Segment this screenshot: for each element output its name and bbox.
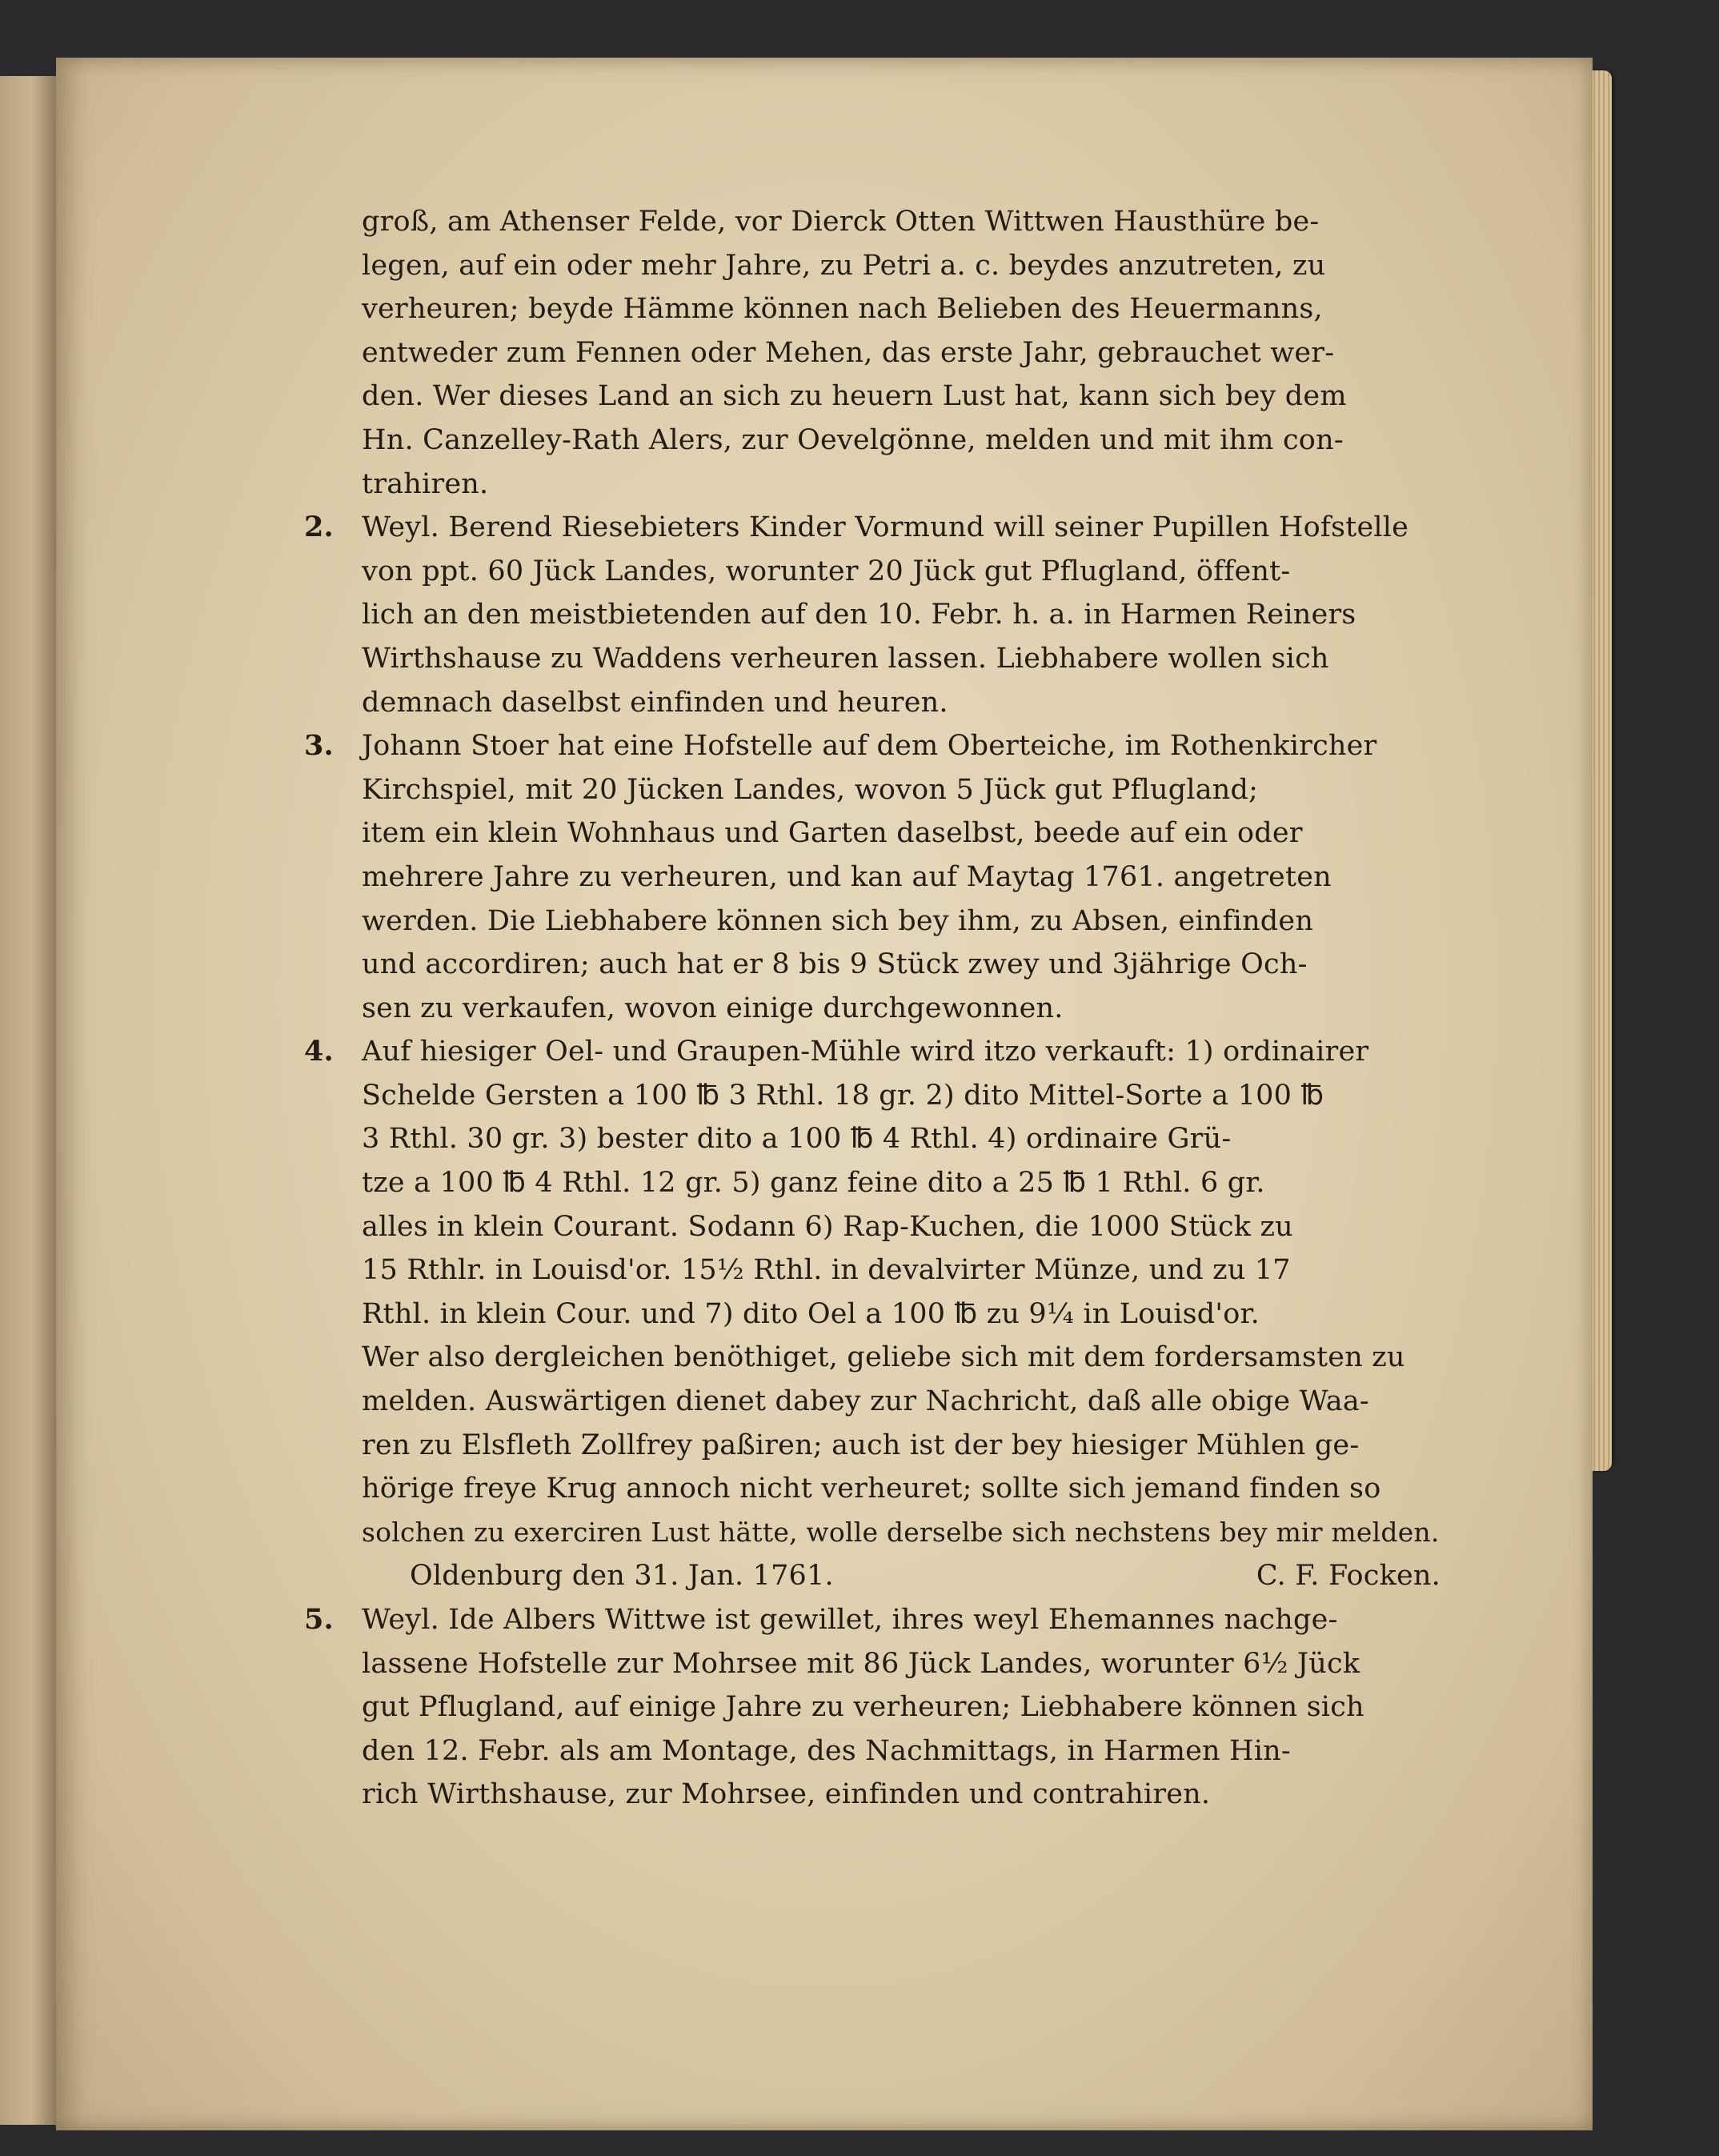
text-line: groß, am Athenser Felde, vor Dierck Otten Wittwen Hausthüre be- [362,206,1320,238]
entry-3 [224,724,1441,1030]
text-line: legen, auf ein oder mehr Jahre, zu Petri a. c. beydes anzutreten, zu [362,249,1326,282]
text-line: Weyl. Ide Albers Wittwe ist gewillet, ihres weyl Ehemannes nachge- [362,1604,1338,1636]
text-line: Wer also dergleichen benöthiget, geliebe sich mit dem fordersamsten zu [362,1341,1405,1374]
facing-page-edge [0,76,58,2125]
entry-2 [224,506,1441,724]
text-line: entweder zum Fennen oder Mehen, das erste Jahr, gebrauchet wer- [362,336,1335,369]
text-line: Johann Stoer hat eine Hofstelle auf dem Oberteiche, im Rothenkircher [362,730,1377,763]
entry-4 [224,1030,1441,1598]
text-line: rich Wirthshause, zur Mohrsee, einfinden und contrahiren. [362,1778,1211,1811]
document-page [56,58,1593,2130]
text-line: werden. Die Liebhabere können sich bey ihm, zu Absen, einfinden [362,904,1314,937]
entry-number: 4. [304,1035,334,1068]
text-line: alles in klein Courant. Sodann 6) Rap-Kuchen, die 1000 Stück zu [362,1210,1293,1243]
text-line: ren zu Elsfleth Zollfrey paßiren; auch ist der bey hiesiger Mühlen ge- [362,1429,1360,1461]
text-line: und accordiren; auch hat er 8 bis 9 Stück zwey und 3jährige Och- [362,948,1308,981]
place-date-line [362,1554,1441,1598]
entry-5 [224,1598,1441,1817]
text-line: trahiren. [362,467,489,500]
text-line: von ppt. 60 Jück Landes, worunter 20 Jück gut Pflugland, öffent- [362,555,1291,587]
text-line: tze a 100 ℔ 4 Rthl. 12 gr. 5) ganz feine dito a 25 ℔ 1 Rthl. 6 gr. [362,1167,1265,1200]
text-line: Kirchspiel, mit 20 Jücken Landes, wovon 5 Jück gut Pflugland; [362,773,1259,806]
entry-number: 2. [304,511,334,544]
intro-paragraph [224,200,1441,506]
text-line: solchen zu exerciren Lust hätte, wolle derselbe sich nechstens bey mir melden. [362,1516,1440,1548]
signature: C. F. Focken. [1256,1560,1441,1593]
document-text [224,200,1441,1817]
text-line: 3 Rthl. 30 gr. 3) bester dito a 100 ℔ 4 Rthl. 4) ordinaire Grü- [362,1123,1232,1156]
text-line: den 12. Febr. als am Montage, des Nachmittags, in Harmen Hin- [362,1734,1291,1767]
text-line: lassene Hofstelle zur Mohrsee mit 86 Jück Landes, worunter 6½ Jück [362,1647,1360,1680]
place-date: Oldenburg den 31. Jan. 1761. [410,1560,834,1593]
text-line: Schelde Gersten a 100 ℔ 3 Rthl. 18 gr. 2) dito Mittel-Sorte a 100 ℔ [362,1079,1324,1112]
text-line: den. Wer dieses Land an sich zu heuern Lust hat, kann sich bey dem [362,380,1347,413]
text-line: 15 Rthlr. in Louisd'or. 15½ Rthl. in devalvirter Münze, und zu 17 [362,1254,1291,1287]
text-line: gut Pflugland, auf einige Jahre zu verheuren; Liebhabere können sich [362,1691,1364,1724]
text-line: mehrere Jahre zu verheuren, und kan auf Maytag 1761. angetreten [362,860,1332,893]
text-line: hörige freye Krug annoch nicht verheuret; sollte sich jemand finden so [362,1473,1381,1505]
entry-number: 5. [304,1603,334,1636]
text-line: Weyl. Berend Riesebieters Kinder Vormund will seiner Pupillen Hofstelle [362,511,1409,544]
text-line: Hn. Canzelley-Rath Alers, zur Oevelgönne, melden und mit ihm con- [362,423,1344,456]
text-line: verheuren; beyde Hämme können nach Belieben des Heuermanns, [362,293,1323,326]
text-line: melden. Auswärtigen dienet dabey zur Nachricht, daß alle obige Waa- [362,1385,1369,1418]
text-line: Rthl. in klein Cour. und 7) dito Oel a 100 ℔ zu 9¼ in Louisd'or. [362,1297,1260,1330]
text-line: Wirthshause zu Waddens verheuren lassen. Liebhabere wollen sich [362,642,1329,675]
text-line: Auf hiesiger Oel- und Graupen-Mühle wird itzo verkauft: 1) ordinairer [362,1036,1369,1068]
text-line: lich an den meistbietenden auf den 10. Febr. h. a. in Harmen Reiners [362,599,1356,631]
entry-number: 3. [304,729,334,763]
text-line: item ein klein Wohnhaus und Garten daselbst, beede auf ein oder [362,817,1303,850]
text-line: sen zu verkaufen, wovon einige durchgewonnen. [362,992,1064,1024]
text-line: demnach daselbst einfinden und heuren. [362,686,948,719]
